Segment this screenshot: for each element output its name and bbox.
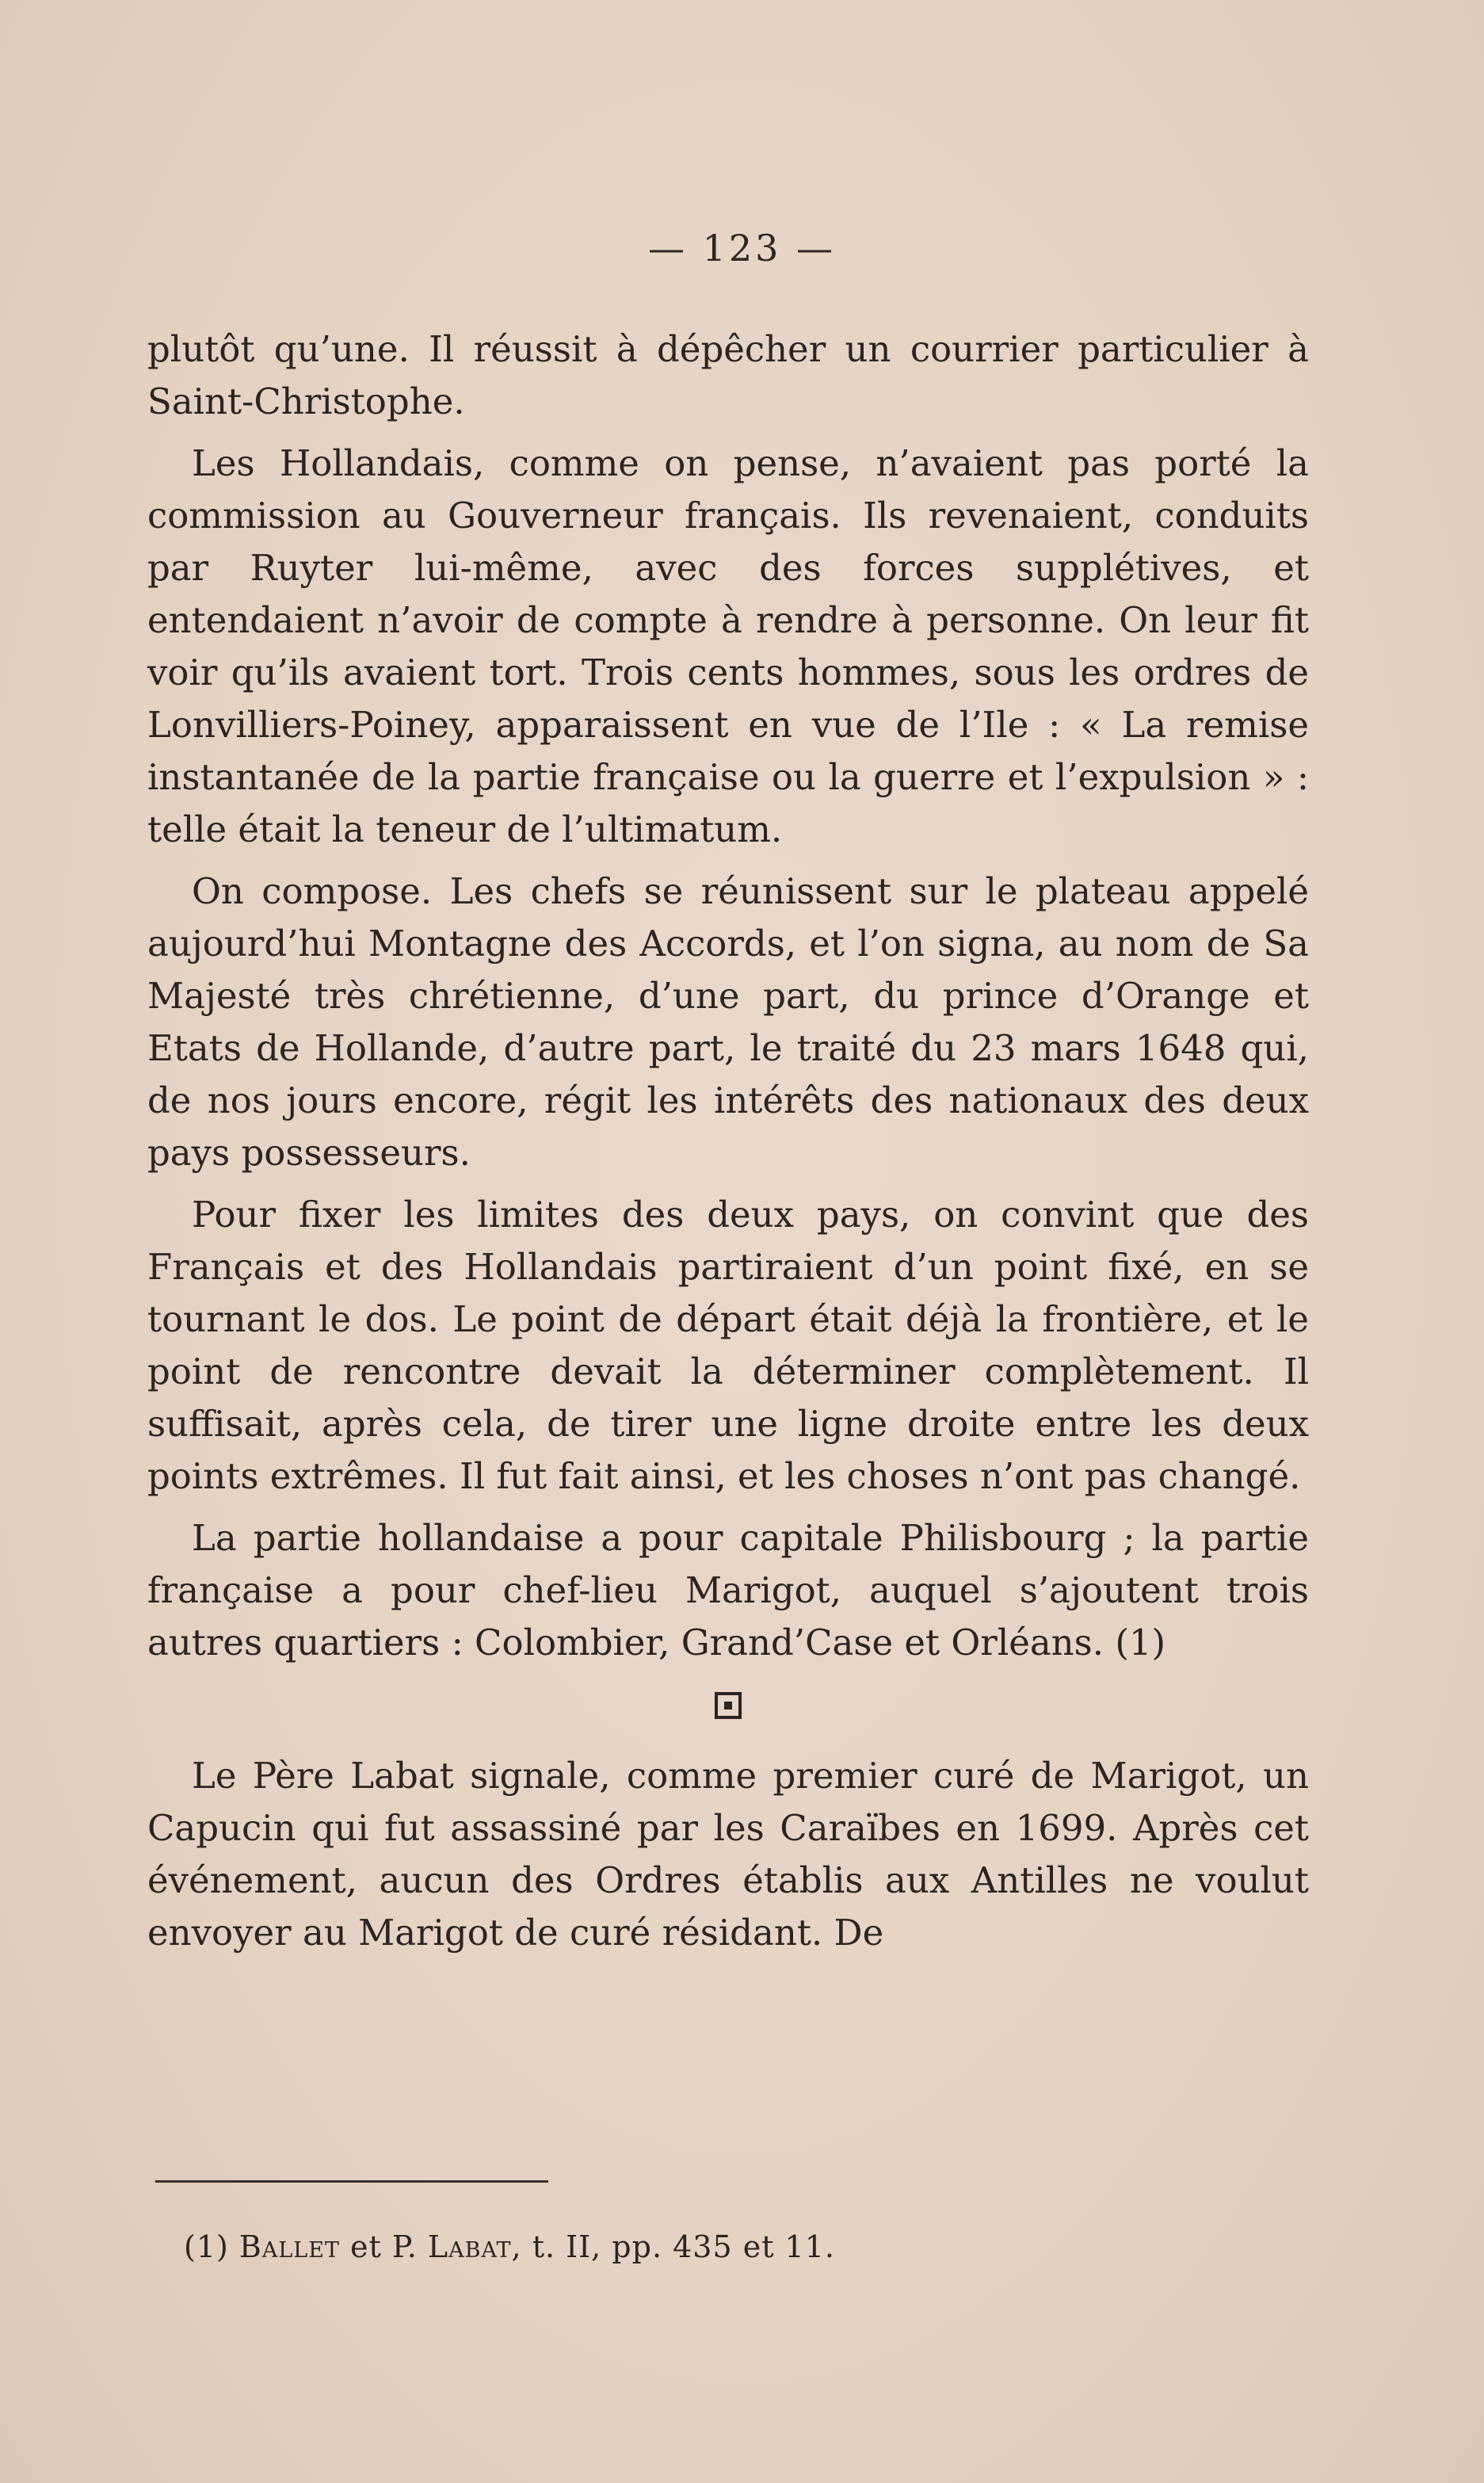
paragraph-5: La partie hollandaise a pour capitale Philisbourg ; la partie française a pour chef-lieu Marigot, auquel s’ajoutent trois autres quartiers : Colombier, Grand’Case et Orléans. (1) — [147, 1517, 1309, 1664]
paragraph-1: plutôt qu’une. Il réussit à dépêcher un courrier particulier à Saint-Christophe. — [147, 328, 1309, 422]
footnote-marker: (1) — [184, 2229, 229, 2264]
square-dot-ornament-icon — [715, 1692, 742, 1719]
paragraph-3: On compose. Les chefs se réunissent sur le plateau appelé aujourd’hui Montagne des Accords, et l’on signa, au nom de Sa Majesté très chrétienne, d’une part, du prince d’Orange et Etats de Hollande, d’autre part, le traité du 23 mars 1648 qui, de nos jours encore, régit les intérêts des nationaux des deux pays possesseurs. — [147, 870, 1309, 1174]
body-text — [147, 323, 1309, 1969]
paragraph-4: Pour fixer les limites des deux pays, on convint que des Français et des Hollandais partiraient d’un point fixé, en se tournant le dos. Le point de départ était déjà la frontière, et le point de rencontre devait la déterminer complètement. Il suffisait, après cela, de tirer une ligne droite entre les deux points extrêmes. Il fut fait ainsi, et les choses n’ont pas changé. — [147, 1194, 1309, 1497]
footnote — [184, 2227, 835, 2267]
section-ornament — [147, 1679, 1309, 1726]
footnote-divider — [155, 2180, 548, 2183]
footnote-connector: et — [350, 2229, 382, 2264]
paragraph-2: Les Hollandais, comme on pense, n’avaient pas porté la commission au Gouverneur français. Ils revenaient, conduits par Ruyter lui-même, avec des forces supplétives, et entendaient n’avoir de compte à rendre à personne. On leur fit voir qu’ils avaient tort. Trois cents hommes, sous les ordres de Lonvilliers-Poiney, apparaissent en vue de l’Ile : « La remise instantanée de la partie française ou la guerre et l’expulsion » : telle était la teneur de l’ultimatum. — [147, 442, 1309, 850]
page-number: — 123 — — [647, 227, 837, 269]
footnote-reference: , t. II, pp. 435 et 11. — [511, 2229, 835, 2264]
footnote-author-1: Ballet — [238, 2229, 340, 2264]
footnote-author-2: P. Labat — [391, 2229, 512, 2264]
paragraph-6: Le Père Labat signale, comme premier curé de Marigot, un Capucin qui fut assassiné par les Caraïbes en 1699. Après cet événement, aucun des Ordres établis aux Antilles ne voulut envoyer au Marigot de curé résidant. De — [147, 1755, 1309, 1954]
